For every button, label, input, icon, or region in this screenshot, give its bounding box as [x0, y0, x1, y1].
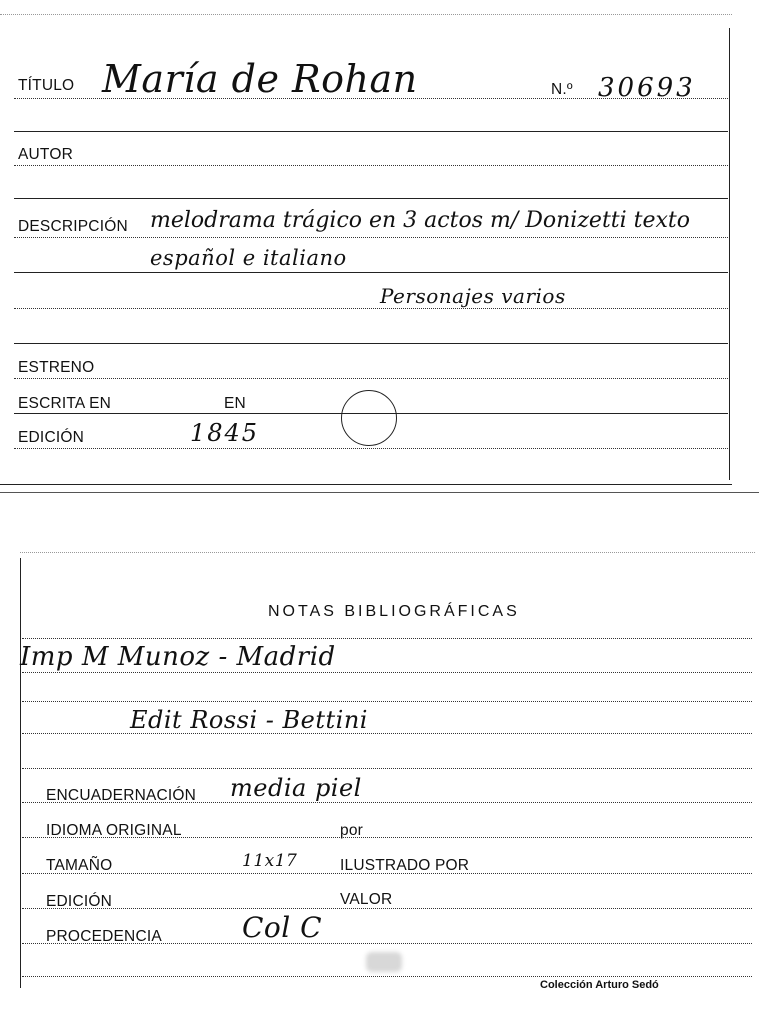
descripcion-label: DESCRIPCIÓN	[18, 218, 128, 235]
titulo-label: TÍTULO	[18, 77, 75, 94]
card-right-border	[729, 28, 730, 480]
rule	[22, 701, 752, 702]
rule	[22, 638, 752, 639]
tamano-value: 11x17	[242, 851, 298, 871]
numero-value: 30693	[598, 73, 696, 103]
notas-line2: Edit Rossi - Bettini	[130, 706, 368, 734]
collection-footer: Colección Arturo Sedó	[540, 979, 659, 991]
escrita-label: ESCRITA EN	[18, 395, 112, 412]
catalog-card-top	[0, 0, 732, 490]
rule-notas-1	[22, 672, 752, 673]
card-top-edge	[0, 14, 732, 15]
edicion-value: 1845	[190, 419, 260, 447]
notas-heading: NOTAS BIBLIOGRÁFICAS	[268, 603, 520, 620]
en-label: EN	[224, 395, 246, 412]
descripcion-line1: melodrama trágico en 3 actos m/ Donizetti texto	[150, 208, 691, 233]
numero-label: N.º	[551, 81, 573, 98]
rule	[14, 308, 728, 309]
idioma-label: IDIOMA ORIGINAL	[46, 822, 182, 839]
punch-hole-circle	[341, 390, 397, 446]
ink-smudge	[366, 952, 402, 972]
card-bottom-edge	[0, 484, 732, 485]
page-divider	[0, 492, 759, 493]
card-top-edge	[20, 552, 755, 553]
rule-autor	[14, 165, 728, 166]
valor-label: VALOR	[340, 891, 393, 908]
edicion-label: EDICIÓN	[46, 893, 112, 910]
descripcion-line2: español e italiano	[150, 246, 347, 270]
rule-edicion	[22, 908, 752, 909]
autor-label: AUTOR	[18, 146, 73, 163]
descripcion-line3: Personajes varios	[380, 284, 566, 308]
rule	[14, 272, 728, 273]
por-label: por	[340, 822, 364, 839]
ilustrado-label: ILUSTRADO POR	[340, 857, 470, 874]
encuadernacion-value: media piel	[230, 774, 362, 802]
titulo-value: María de Rohan	[102, 57, 418, 101]
rule	[14, 198, 728, 199]
rule-estreno	[14, 378, 728, 379]
edicion-label: EDICIÓN	[18, 429, 84, 446]
catalog-card-bottom	[20, 548, 755, 991]
notas-line1: Imp M Munoz - Madrid	[20, 642, 336, 672]
procedencia-label: PROCEDENCIA	[46, 928, 162, 945]
rule	[22, 976, 752, 977]
tamano-label: TAMAÑO	[46, 857, 113, 874]
procedencia-value: Col C	[242, 911, 323, 944]
rule-descripcion	[14, 237, 728, 238]
rule	[14, 131, 728, 132]
rule	[14, 343, 728, 344]
rule-edicion	[14, 448, 728, 449]
card-left-border	[20, 558, 21, 988]
rule	[22, 768, 752, 769]
encuadernacion-label: ENCUADERNACIÓN	[46, 787, 197, 804]
estreno-label: ESTRENO	[18, 359, 95, 376]
